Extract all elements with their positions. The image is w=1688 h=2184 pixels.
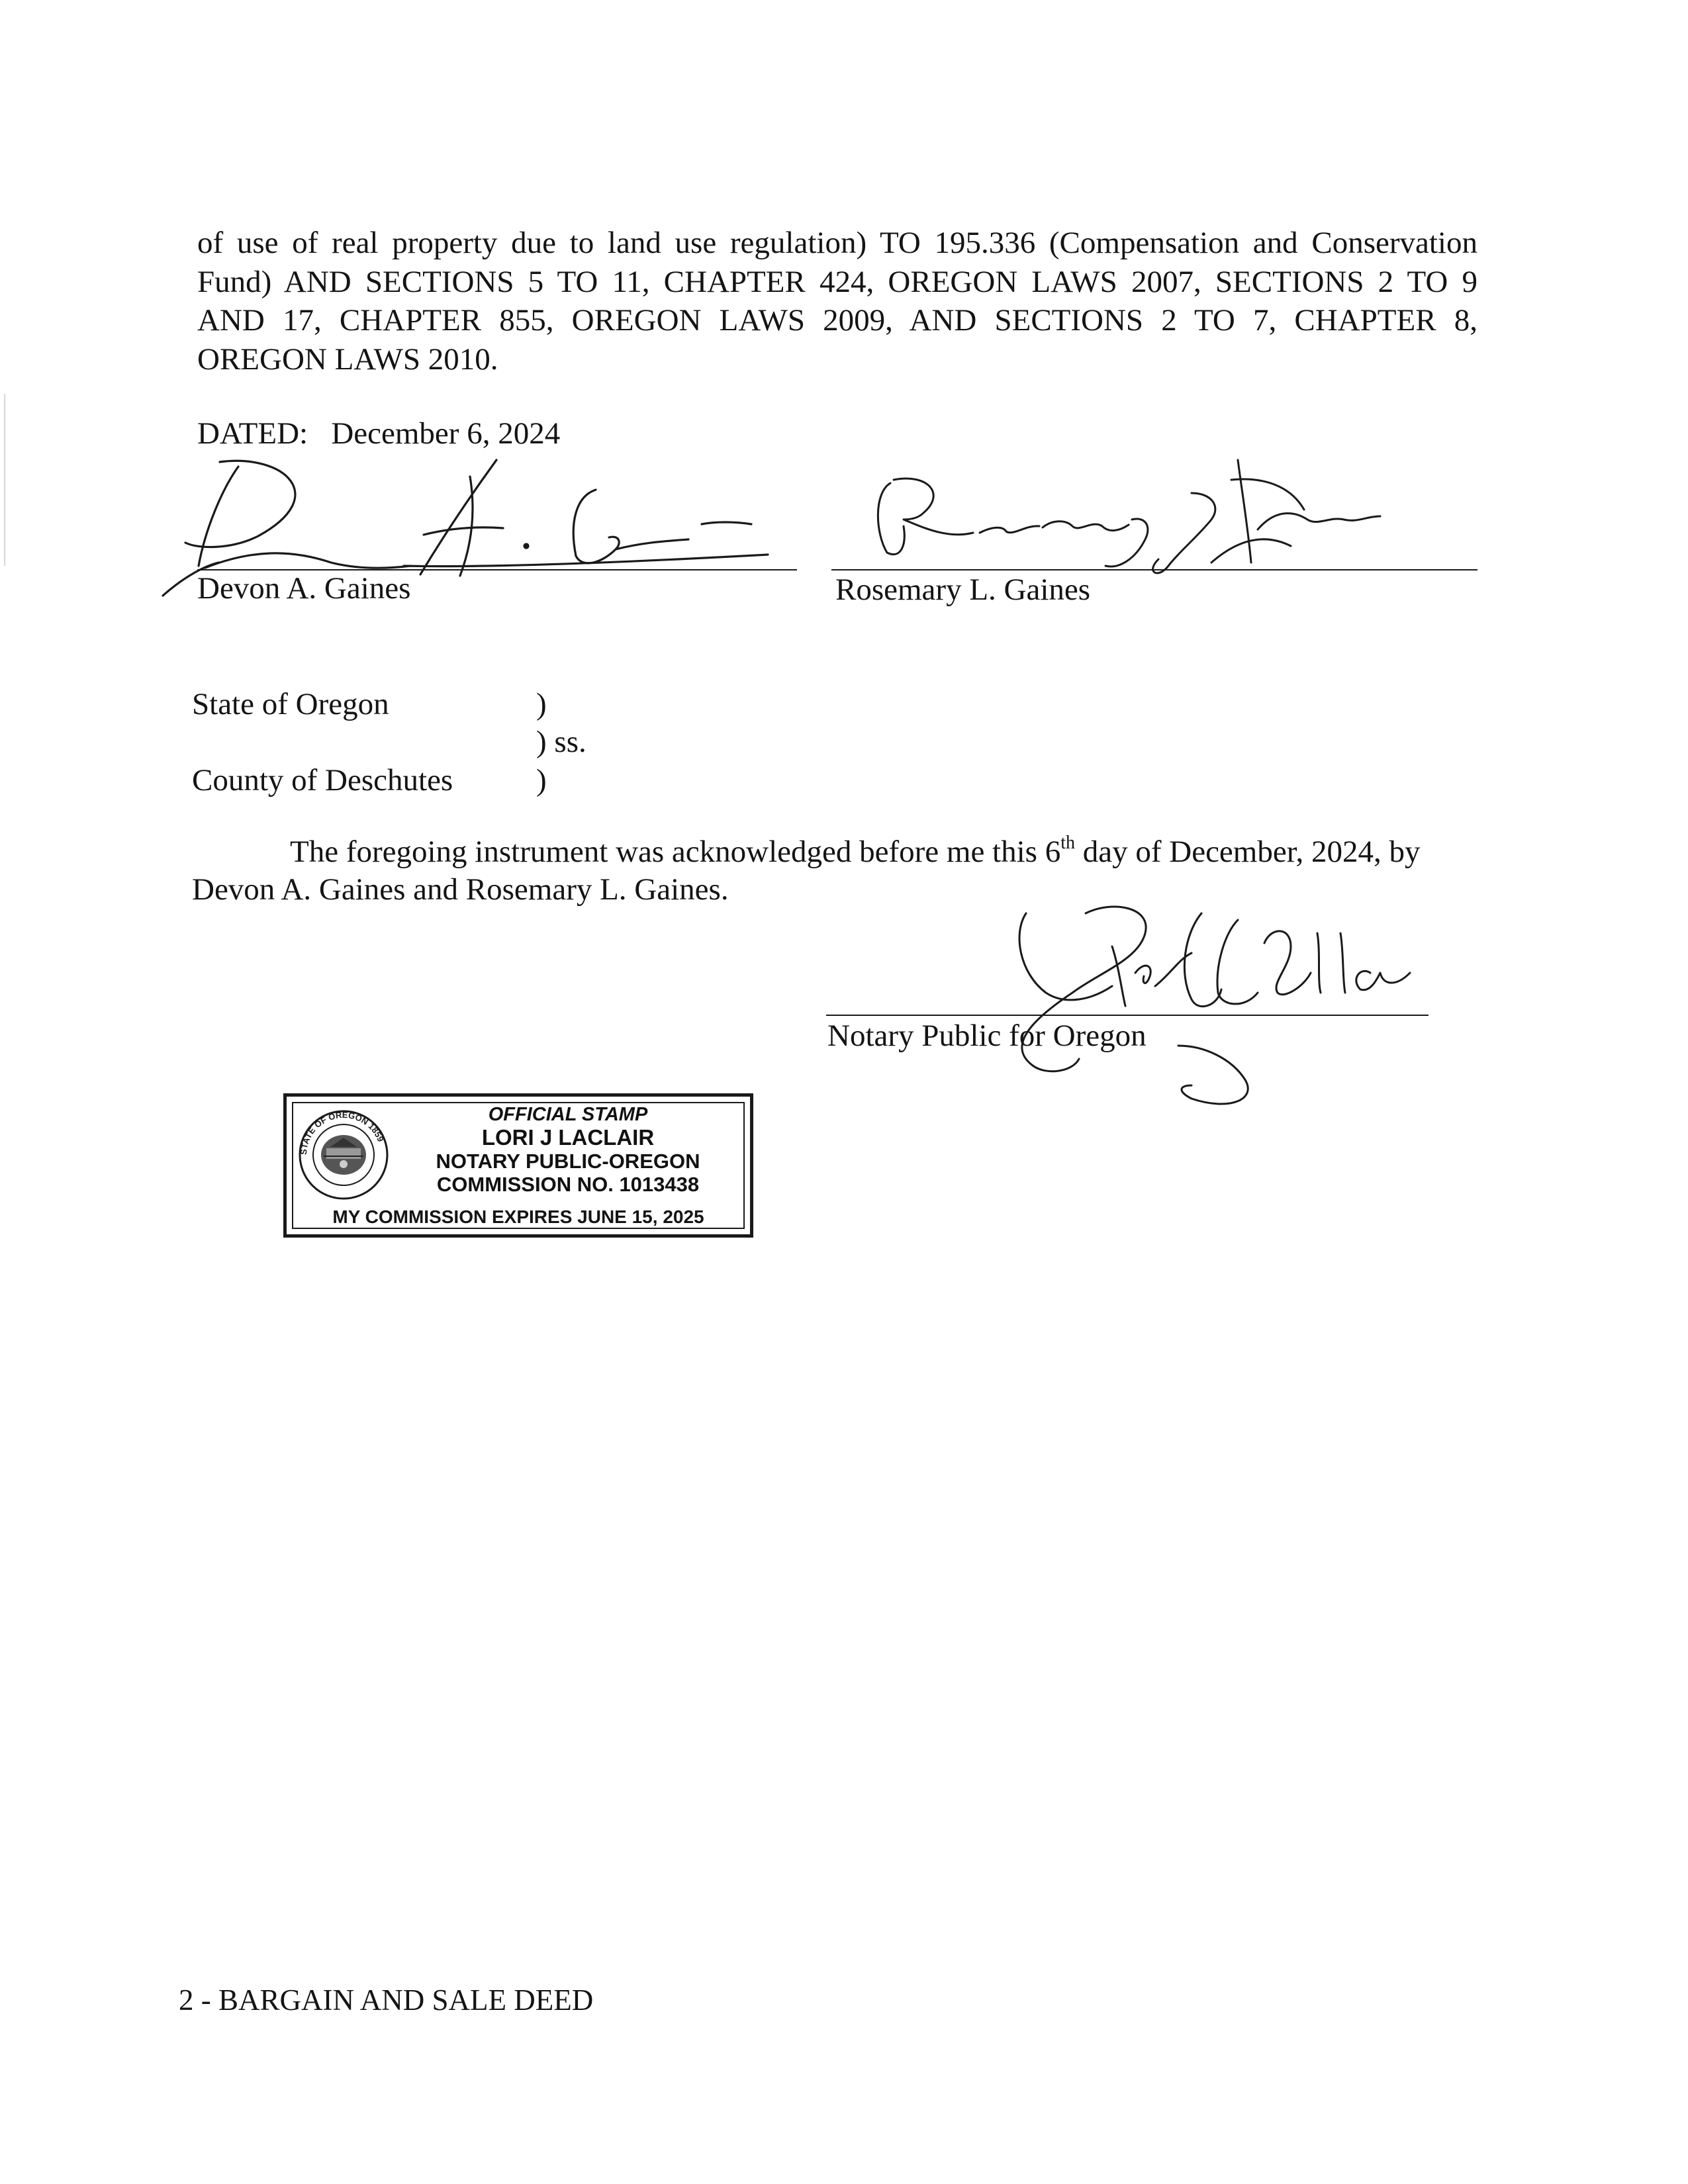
stamp-text-block	[393, 1103, 743, 1196]
signature-line-notary	[826, 1015, 1429, 1016]
dated-label: DATED:	[197, 416, 308, 451]
paragraph-line: Fund) AND SECTIONS 5 TO 11, CHAPTER 424, OREGON LAWS 2007, SECTIONS 2 TO 9	[197, 264, 1477, 299]
stamp-heading: OFFICIAL STAMP	[488, 1104, 648, 1125]
notary-title: Notary Public for Oregon	[827, 1019, 1147, 1053]
stamp-commission-number: COMMISSION NO. 1013438	[436, 1173, 700, 1196]
dated-value: December 6, 2024	[331, 416, 561, 451]
stamp-notary-title: NOTARY PUBLIC-OREGON	[436, 1150, 700, 1173]
acknowledgment-line-1	[290, 833, 1420, 871]
ack-superscript: th	[1060, 833, 1075, 853]
venue-paren-top: )	[536, 687, 547, 721]
venue-ss: ) ss.	[536, 725, 586, 759]
dated-line	[197, 414, 560, 453]
scan-mark	[4, 394, 5, 566]
ack-text-2: day of December, 2024, by	[1075, 835, 1421, 869]
venue-county: County of Deschutes	[192, 763, 453, 797]
venue-state: State of Oregon	[192, 687, 389, 721]
ack-text-1: The foregoing instrument was acknowledged before me this 6	[290, 835, 1061, 869]
paragraph-line: OREGON LAWS 2010.	[197, 341, 498, 377]
paragraph-line: AND 17, CHAPTER 855, OREGON LAWS 2009, AND SECTIONS 2 TO 7, CHAPTER 8,	[197, 303, 1477, 338]
oregon-state-seal-icon	[297, 1109, 390, 1205]
seal-ring-text: STATE OF OREGON 1859	[298, 1109, 386, 1156]
signer-name-devon: Devon A. Gaines	[197, 571, 411, 606]
signature-notary	[980, 893, 1483, 1118]
stamp-notary-name: LORI J LACLAIR	[481, 1125, 655, 1150]
page-footer: 2 - BARGAIN AND SALE DEED	[179, 1983, 594, 2017]
stamp-expiration: MY COMMISSION EXPIRES JUNE 15, 2025	[332, 1206, 704, 1227]
paragraph-line: of use of real property due to land use regulation) TO 195.336 (Compensation and Conservation	[197, 226, 1477, 260]
deed-paragraph	[197, 224, 1477, 379]
acknowledgment-line-2: Devon A. Gaines and Rosemary L. Gaines.	[192, 872, 729, 907]
venue-paren-bottom: )	[536, 763, 547, 797]
notary-official-stamp	[283, 1093, 753, 1238]
signer-name-rosemary: Rosemary L. Gaines	[835, 572, 1091, 607]
